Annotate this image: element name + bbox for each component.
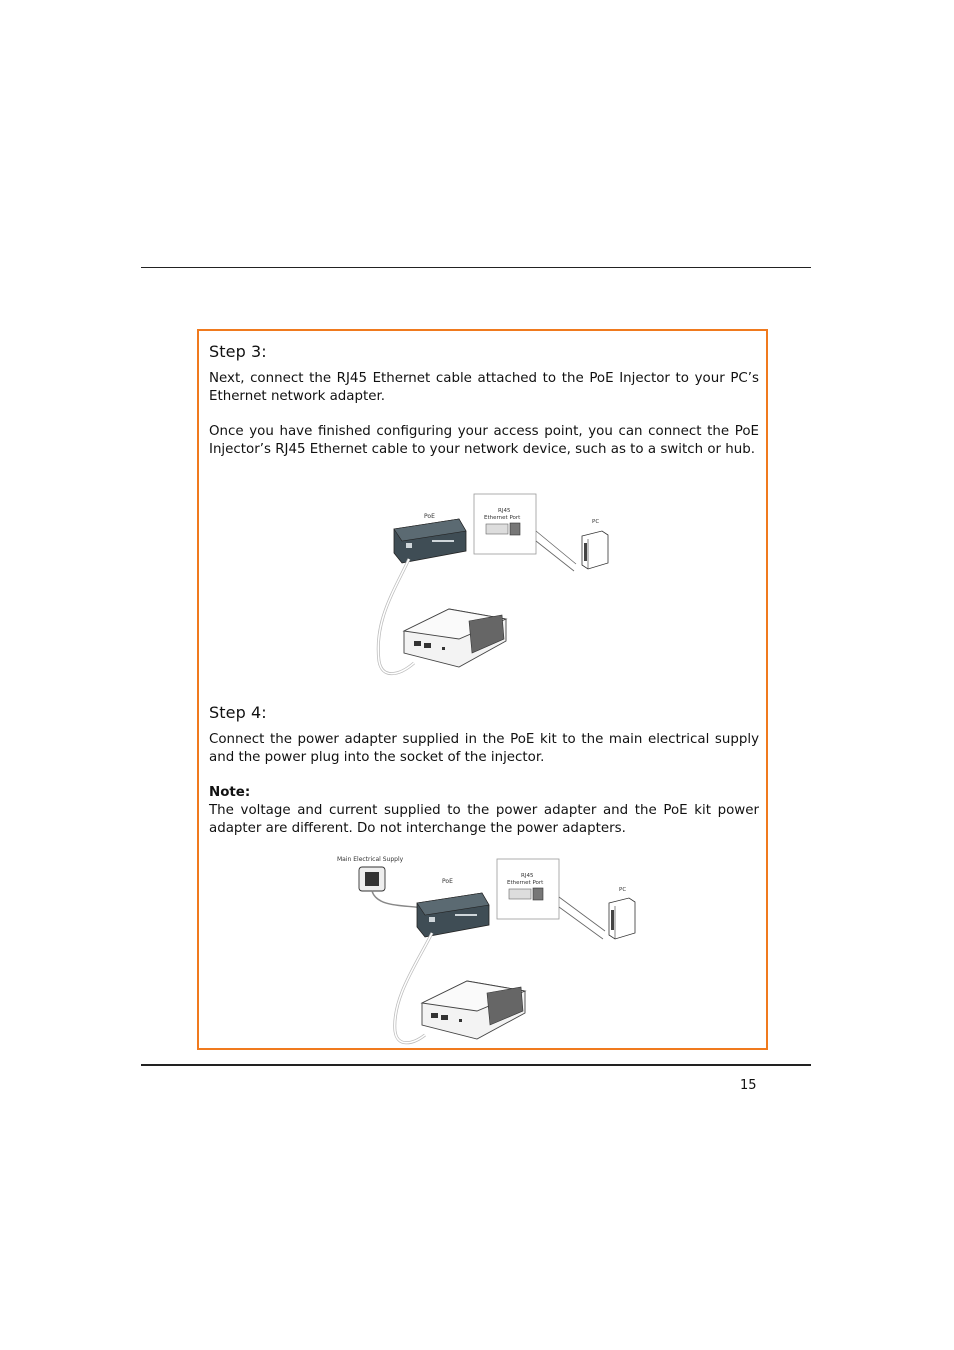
step4-paragraph-1: Connect the power adapter supplied in the PoE kit to the main electrical supply and the power plug into the socket of the injector.: [209, 732, 759, 765]
pc-label-step4: PC: [619, 887, 627, 893]
footer-rule: [141, 1064, 811, 1066]
step3-diagram: [354, 491, 614, 681]
step4-title: Step 4:: [209, 703, 267, 722]
instruction-box: [197, 329, 768, 1050]
access-point-illustration: [404, 609, 506, 667]
rj45-label-1: RJ45: [498, 508, 511, 514]
step3-paragraph-1: Next, connect the RJ45 Ethernet cable attached to the PoE Injector to your PC’s Ethernet network adapter.: [209, 371, 759, 404]
step3-title: Step 3:: [209, 342, 267, 361]
access-point-illustration-step4: [422, 981, 525, 1039]
wall-socket-illustration: [359, 867, 385, 891]
poe-label: PoE: [424, 513, 435, 520]
rj45-label-1-step4: RJ45: [521, 873, 534, 879]
poe-injector-illustration-step4: [417, 893, 489, 937]
step4-diagram: [337, 853, 647, 1049]
poe-injector-illustration: [394, 519, 466, 563]
mains-label: Main Electrical Supply: [337, 856, 404, 863]
pc-label: PC: [592, 519, 600, 525]
rj45-label-2-step4: Ethernet Port: [507, 880, 544, 886]
poe-label-step4: PoE: [442, 878, 453, 885]
pc-illustration: [582, 531, 608, 569]
pc-illustration-step4: [609, 898, 635, 939]
header-rule: [141, 267, 811, 268]
note-label: Note:: [209, 785, 251, 800]
page-number: 15: [740, 1078, 757, 1093]
step3-paragraph-2: Once you have finished configuring your access point, you can connect the PoE Injector’s RJ45 Ethernet cable to your network device, such as to a switch or hub.: [209, 424, 759, 457]
rj45-label-2: Ethernet Port: [484, 515, 521, 521]
note-text: The voltage and current supplied to the power adapter and the PoE kit power adapter are different. Do not interchange the power adapters.: [209, 803, 759, 836]
